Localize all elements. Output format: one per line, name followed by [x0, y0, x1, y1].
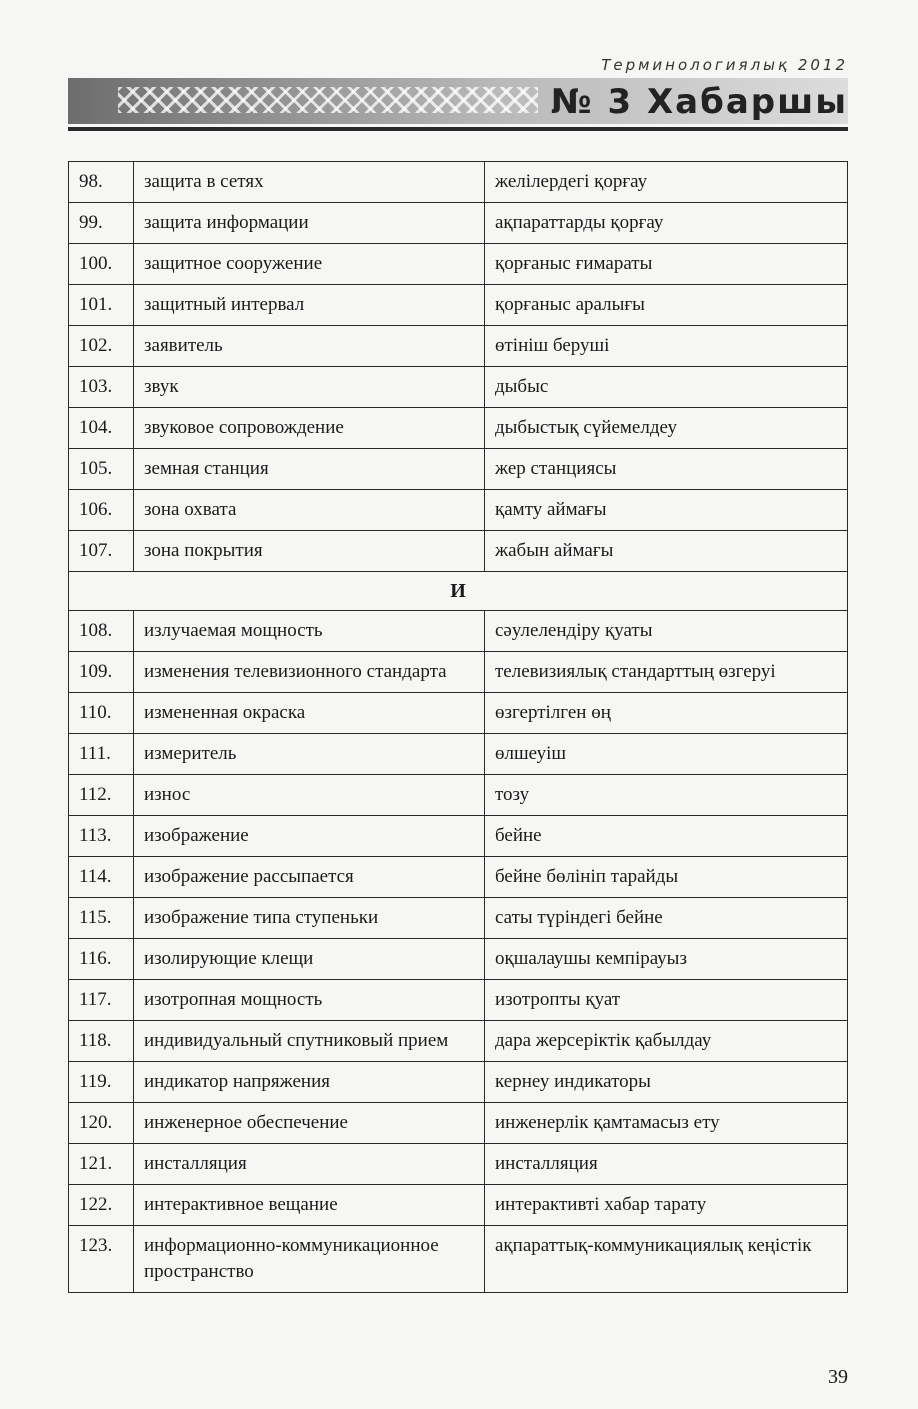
- russian-term: защита информации: [134, 203, 485, 244]
- table-row: [69, 531, 848, 572]
- russian-term: звук: [134, 367, 485, 408]
- term-number: 111.: [69, 734, 134, 775]
- term-number: 98.: [69, 162, 134, 203]
- kazakh-term: саты түріндегі бейне: [485, 898, 848, 939]
- page-number: 39: [828, 1366, 848, 1388]
- table-row: [69, 367, 848, 408]
- table-row: [69, 203, 848, 244]
- table-row: [69, 775, 848, 816]
- kazakh-term: инсталляция: [485, 1144, 848, 1185]
- russian-term: земная станция: [134, 449, 485, 490]
- term-number: 115.: [69, 898, 134, 939]
- terms-table: [68, 161, 848, 1293]
- term-number: 106.: [69, 490, 134, 531]
- russian-term: индивидуальный спутниковый прием: [134, 1021, 485, 1062]
- russian-term: инженерное обеспечение: [134, 1103, 485, 1144]
- term-number: 100.: [69, 244, 134, 285]
- table-row: [69, 490, 848, 531]
- kazakh-term: интерактивті хабар тарату: [485, 1185, 848, 1226]
- table-row: [69, 734, 848, 775]
- russian-term: изолирующие клещи: [134, 939, 485, 980]
- term-number: 105.: [69, 449, 134, 490]
- kazakh-term: өлшеуіш: [485, 734, 848, 775]
- table-row: [69, 652, 848, 693]
- kazakh-term: оқшалаушы кемпірауыз: [485, 939, 848, 980]
- table-row: [69, 980, 848, 1021]
- ornament-pattern: [118, 87, 538, 113]
- russian-term: изображение типа ступеньки: [134, 898, 485, 939]
- term-number: 109.: [69, 652, 134, 693]
- issue-number: № 3: [550, 82, 634, 122]
- russian-term: изображение: [134, 816, 485, 857]
- table-row: [69, 816, 848, 857]
- table-row: [69, 939, 848, 980]
- table-row: [69, 1226, 848, 1293]
- term-number: 117.: [69, 980, 134, 1021]
- term-number: 103.: [69, 367, 134, 408]
- term-number: 120.: [69, 1103, 134, 1144]
- table-row: [69, 162, 848, 203]
- russian-term: изображение рассыпается: [134, 857, 485, 898]
- kazakh-term: телевизиялық стандарттың өзгеруі: [485, 652, 848, 693]
- table-row: [69, 611, 848, 652]
- russian-term: зона охвата: [134, 490, 485, 531]
- term-number: 119.: [69, 1062, 134, 1103]
- russian-term: защитный интервал: [134, 285, 485, 326]
- table-row: [69, 1062, 848, 1103]
- term-number: 116.: [69, 939, 134, 980]
- term-number: 112.: [69, 775, 134, 816]
- kazakh-term: жер станциясы: [485, 449, 848, 490]
- kazakh-term: тозу: [485, 775, 848, 816]
- kazakh-term: қорғаныс аралығы: [485, 285, 848, 326]
- table-row: [69, 1144, 848, 1185]
- kazakh-term: бейне: [485, 816, 848, 857]
- kazakh-term: бейне бөлініп тарайды: [485, 857, 848, 898]
- term-number: 114.: [69, 857, 134, 898]
- term-number: 108.: [69, 611, 134, 652]
- term-number: 122.: [69, 1185, 134, 1226]
- russian-term: излучаемая мощность: [134, 611, 485, 652]
- term-number: 102.: [69, 326, 134, 367]
- russian-term: интерактивное вещание: [134, 1185, 485, 1226]
- table-row: [69, 408, 848, 449]
- kazakh-term: инженерлік қамтамасыз ету: [485, 1103, 848, 1144]
- term-number: 107.: [69, 531, 134, 572]
- term-number: 118.: [69, 1021, 134, 1062]
- table-row: [69, 693, 848, 734]
- kazakh-term: ақпараттық-коммуникациялық кеңістік: [485, 1226, 848, 1293]
- kazakh-term: дыбыстық сүйемелдеу: [485, 408, 848, 449]
- kazakh-term: изотропты қуат: [485, 980, 848, 1021]
- russian-term: защитное сооружение: [134, 244, 485, 285]
- russian-term: заявитель: [134, 326, 485, 367]
- table-row: [69, 326, 848, 367]
- kazakh-term: ақпараттарды қорғау: [485, 203, 848, 244]
- russian-term: измененная окраска: [134, 693, 485, 734]
- terms-table-body: [69, 162, 848, 1293]
- russian-term: изменения телевизионного стандарта: [134, 652, 485, 693]
- russian-term: изотропная мощность: [134, 980, 485, 1021]
- kazakh-term: қорғаныс ғимараты: [485, 244, 848, 285]
- kazakh-term: өтініш беруші: [485, 326, 848, 367]
- table-row: [69, 1185, 848, 1226]
- term-number: 123.: [69, 1226, 134, 1293]
- journal-title: Терминологиялық 2012: [601, 56, 848, 74]
- kazakh-term: жабын аймағы: [485, 531, 848, 572]
- issue-title: [551, 82, 848, 122]
- kazakh-term: қамту аймағы: [485, 490, 848, 531]
- section-letter: И: [69, 572, 848, 611]
- kazakh-term: кернеу индикаторы: [485, 1062, 848, 1103]
- russian-term: износ: [134, 775, 485, 816]
- kazakh-term: өзгертілген өң: [485, 693, 848, 734]
- russian-term: индикатор напряжения: [134, 1062, 485, 1103]
- russian-term: зона покрытия: [134, 531, 485, 572]
- term-number: 104.: [69, 408, 134, 449]
- russian-term: звуковое сопровождение: [134, 408, 485, 449]
- kazakh-term: сәулелендіру қуаты: [485, 611, 848, 652]
- section-header-row: [69, 572, 848, 611]
- kazakh-term: дыбыс: [485, 367, 848, 408]
- term-number: 110.: [69, 693, 134, 734]
- kazakh-term: желілердегі қорғау: [485, 162, 848, 203]
- header-banner: [68, 78, 848, 124]
- table-row: [69, 898, 848, 939]
- table-row: [69, 1021, 848, 1062]
- table-row: [69, 244, 848, 285]
- russian-term: измеритель: [134, 734, 485, 775]
- term-number: 113.: [69, 816, 134, 857]
- table-row: [69, 857, 848, 898]
- term-number: 99.: [69, 203, 134, 244]
- russian-term: защита в сетях: [134, 162, 485, 203]
- journal-name: Хабаршы: [646, 82, 848, 122]
- table-row: [69, 285, 848, 326]
- term-number: 121.: [69, 1144, 134, 1185]
- russian-term: информационно-коммуникационное пространство: [134, 1226, 485, 1293]
- russian-term: инсталляция: [134, 1144, 485, 1185]
- kazakh-term: дара жерсеріктік қабылдау: [485, 1021, 848, 1062]
- term-number: 101.: [69, 285, 134, 326]
- table-row: [69, 1103, 848, 1144]
- table-row: [69, 449, 848, 490]
- header-rule: [68, 127, 848, 131]
